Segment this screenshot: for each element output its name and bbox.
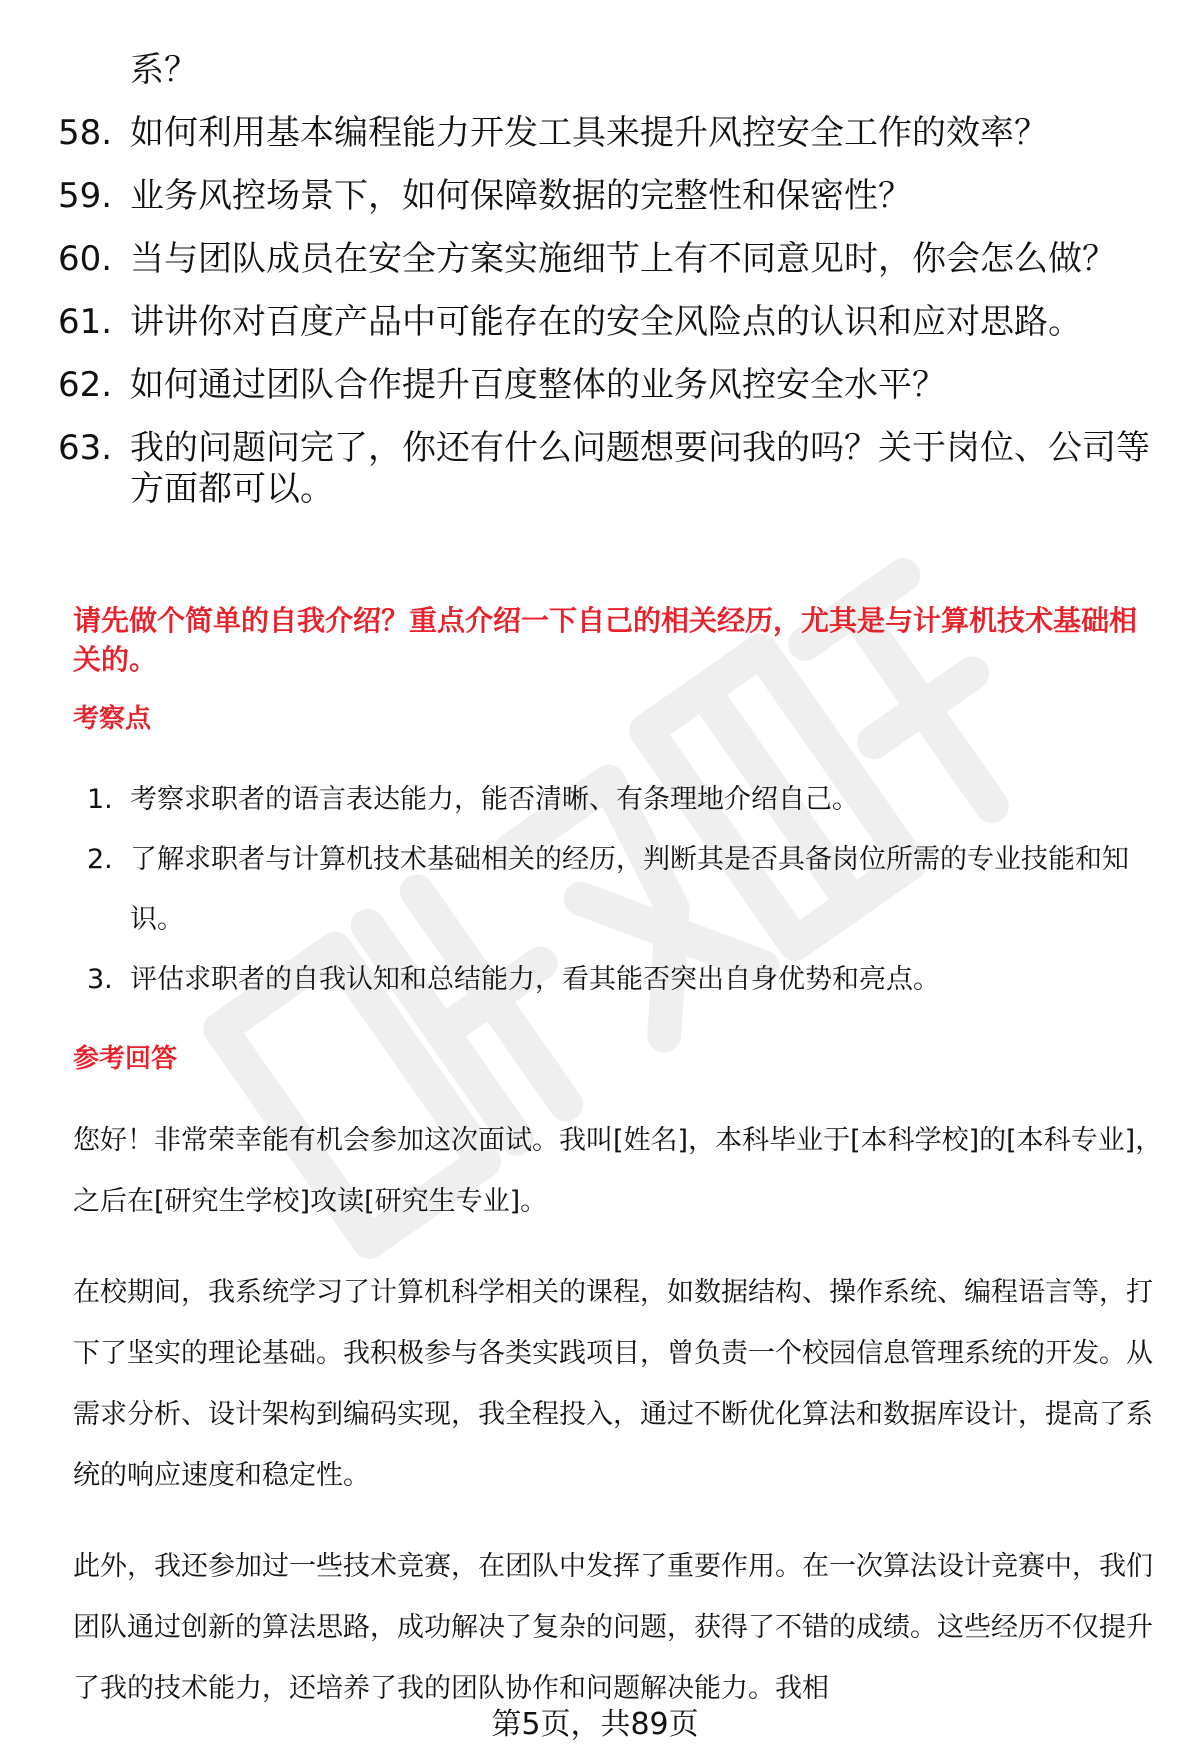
exam-point-number: 2. — [87, 844, 113, 875]
exam-point-item — [73, 770, 1163, 830]
question-number: 60. — [58, 239, 113, 279]
answer-paragraph: 此外，我还参加过一些技术竞赛，在团队中发挥了重要作用。在一次算法设计竞赛中，我们团队通过创新的算法思路，成功解决了复杂的问题，获得了不错的成绩。这些经历不仅提升了我的技术能力，还培养了我的团队协作和问题解决能力。我相 — [73, 1551, 1153, 1704]
question-number: 62. — [58, 365, 113, 405]
question-text: 我的问题问完了，你还有什么问题想要问我的吗？关于岗位、公司等方面都可以。 — [130, 428, 1150, 509]
page-footer: 第5页，共89页 — [491, 1707, 699, 1742]
exam-points-list — [73, 770, 1163, 1010]
exam-point-text: 了解求职者与计算机技术基础相关的经历，判断其是否具备岗位所需的专业技能和知识。 — [130, 844, 1129, 935]
exam-point-item — [73, 830, 1163, 950]
question-item — [58, 50, 1158, 91]
exam-point-number: 3. — [87, 964, 113, 995]
exam-points-heading: 考察点 — [73, 704, 152, 734]
highlight-question: 请先做个简单的自我介绍？重点介绍一下自己的相关经历，尤其是与计算机技术基础相关的。 — [73, 604, 1138, 676]
question-text: 当与团队成员在安全方案实施细节上有不同意见时，你会怎么做？ — [130, 239, 1116, 279]
question-text: 系？ — [130, 50, 198, 90]
answer-paragraph: 您好！非常荣幸能有机会参加这次面试。我叫[姓名]，本科毕业于[本科学校]的[本科专业]，之后在[研究生学校]攻读[研究生专业]。 — [73, 1125, 1163, 1217]
exam-point-text: 考察求职者的语言表达能力，能否清晰、有条理地介绍自己。 — [130, 784, 859, 815]
answer-paragraph: 在校期间，我系统学习了计算机科学相关的课程，如数据结构、操作系统、编程语言等，打下了坚实的理论基础。我积极参与各类实践项目，曾负责一个校园信息管理系统的开发。从需求分析、设计架构到编码实现，我全程投入，通过不断优化算法和数据库设计，提高了系统的响应速度和稳定性。 — [73, 1277, 1153, 1491]
question-item — [58, 365, 1158, 406]
exam-point-text: 评估求职者的自我认知和总结能力，看其能否突出自身优势和亮点。 — [130, 964, 940, 995]
exam-point-number: 1. — [87, 784, 113, 815]
question-number: 61. — [58, 302, 113, 342]
question-item — [58, 302, 1158, 343]
question-item — [58, 176, 1158, 217]
question-text: 如何利用基本编程能力开发工具来提升风控安全工作的效率？ — [130, 113, 1048, 153]
question-text: 业务风控场景下，如何保障数据的完整性和保密性？ — [130, 176, 912, 216]
question-text: 讲讲你对百度产品中可能存在的安全风险点的认识和应对思路。 — [130, 302, 1082, 342]
reference-answer-heading: 参考回答 — [73, 1044, 178, 1074]
question-item — [58, 239, 1158, 280]
question-item — [58, 428, 1158, 510]
question-text: 如何通过团队合作提升百度整体的业务风控安全水平？ — [130, 365, 946, 405]
question-number: 63. — [58, 428, 113, 468]
question-number: 58. — [58, 113, 113, 153]
exam-point-item — [73, 950, 1163, 1010]
question-list — [58, 50, 1158, 532]
question-item — [58, 113, 1158, 154]
question-number: 59. — [58, 176, 113, 216]
